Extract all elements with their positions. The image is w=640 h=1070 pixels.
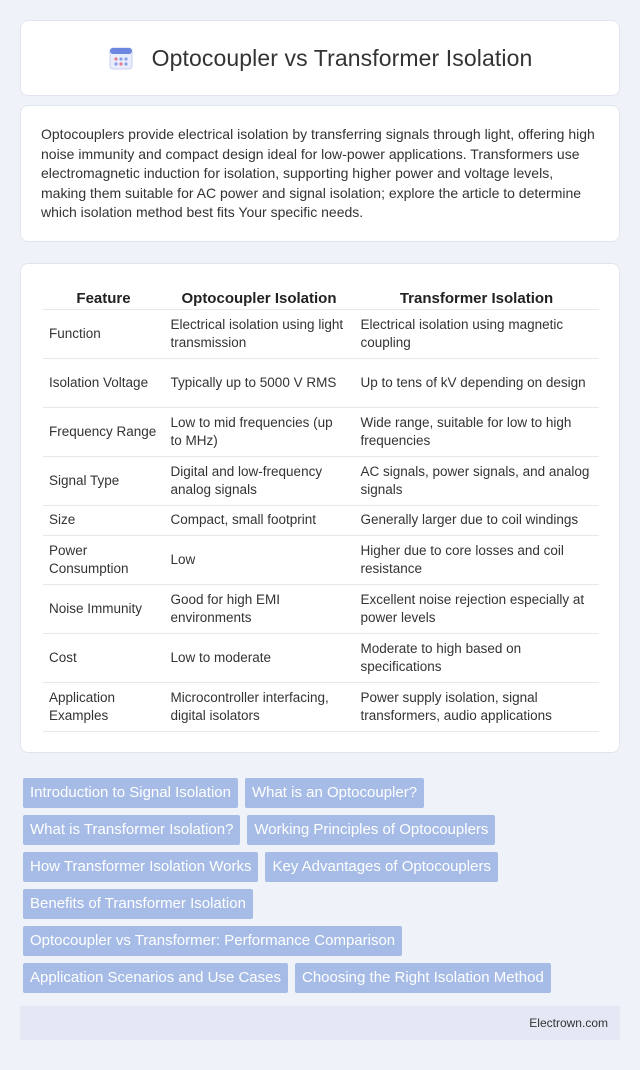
tag-row <box>23 926 617 956</box>
tag-benefits-transformer-isolation[interactable]: Benefits of Transformer Isolation <box>23 889 253 919</box>
footer-brand: Electrown.com <box>529 1016 608 1030</box>
tag-row <box>23 889 617 919</box>
tag-row <box>23 778 617 808</box>
table-row <box>43 358 599 407</box>
table-header-row <box>43 284 599 309</box>
table-cell-optocoupler: Digital and low-frequency analog signals <box>164 456 354 505</box>
tag-working-principles-optocouplers[interactable]: Working Principles of Optocouplers <box>247 815 495 845</box>
table-cell-feature: Frequency Range <box>43 407 164 456</box>
column-header-transformer: Transformer Isolation <box>354 284 599 309</box>
table-cell-feature: Isolation Voltage <box>43 358 164 407</box>
table-cell-optocoupler: Electrical isolation using light transmission <box>164 309 354 358</box>
table-cell-feature: Size <box>43 505 164 535</box>
table-row <box>43 456 599 505</box>
table-cell-transformer: Excellent noise rejection especially at power levels <box>354 584 599 633</box>
table-row <box>43 584 599 633</box>
intro-paragraph: Optocouplers provide electrical isolation by transferring signals through light, offering high noise immunity and compact design ideal for low-power applications. Transformers use electromagnetic induction for isolation, supporting higher power and voltage levels, making them suitable for AC power and signal isolation; explore the article to determine which isolation method best fits Your specific needs. <box>41 126 595 220</box>
intro-card <box>20 105 620 242</box>
comparison-table <box>43 284 599 732</box>
table-cell-transformer: Generally larger due to coil windings <box>354 505 599 535</box>
column-header-feature: Feature <box>43 284 164 309</box>
table-cell-optocoupler: Low to mid frequencies (up to MHz) <box>164 407 354 456</box>
table-cell-optocoupler: Microcontroller interfacing, digital isolators <box>164 682 354 731</box>
table-cell-transformer: Up to tens of kV depending on design <box>354 358 599 407</box>
footer <box>20 1006 620 1040</box>
table-cell-optocoupler: Typically up to 5000 V RMS <box>164 358 354 407</box>
tag-performance-comparison[interactable]: Optocoupler vs Transformer: Performance Comparison <box>23 926 402 956</box>
table-cell-transformer: Electrical isolation using magnetic coupling <box>354 309 599 358</box>
tag-application-scenarios[interactable]: Application Scenarios and Use Cases <box>23 963 288 993</box>
tag-row <box>23 963 617 993</box>
tag-choosing-isolation-method[interactable]: Choosing the Right Isolation Method <box>295 963 551 993</box>
table-cell-feature: Cost <box>43 633 164 682</box>
grid-calendar-icon <box>108 45 134 71</box>
tag-row <box>23 852 617 882</box>
table-cell-optocoupler: Compact, small footprint <box>164 505 354 535</box>
table-cell-transformer: Power supply isolation, signal transformers, audio applications <box>354 682 599 731</box>
table-cell-optocoupler: Good for high EMI environments <box>164 584 354 633</box>
topic-tag-list <box>23 778 617 1000</box>
tag-row <box>23 815 617 845</box>
tag-introduction-signal-isolation[interactable]: Introduction to Signal Isolation <box>23 778 238 808</box>
tag-key-advantages-optocouplers[interactable]: Key Advantages of Optocouplers <box>265 852 497 882</box>
table-cell-feature: Noise Immunity <box>43 584 164 633</box>
table-cell-transformer: Moderate to high based on specifications <box>354 633 599 682</box>
column-header-optocoupler: Optocoupler Isolation <box>164 284 354 309</box>
table-row <box>43 535 599 584</box>
table-cell-transformer: Wide range, suitable for low to high frequencies <box>354 407 599 456</box>
table-cell-feature: Power Consumption <box>43 535 164 584</box>
table-row <box>43 309 599 358</box>
table-cell-optocoupler: Low to moderate <box>164 633 354 682</box>
table-cell-feature: Application Examples <box>43 682 164 731</box>
header-card <box>20 20 620 96</box>
table-cell-optocoupler: Low <box>164 535 354 584</box>
table-row <box>43 682 599 731</box>
table-cell-feature: Function <box>43 309 164 358</box>
comparison-table-card <box>20 263 620 753</box>
tag-how-transformer-isolation-works[interactable]: How Transformer Isolation Works <box>23 852 258 882</box>
table-row <box>43 633 599 682</box>
table-cell-transformer: AC signals, power signals, and analog signals <box>354 456 599 505</box>
table-cell-feature: Signal Type <box>43 456 164 505</box>
table-row <box>43 505 599 535</box>
page-title: Optocoupler vs Transformer Isolation <box>151 44 533 71</box>
tag-what-is-optocoupler[interactable]: What is an Optocoupler? <box>245 778 424 808</box>
table-row <box>43 407 599 456</box>
table-cell-transformer: Higher due to core losses and coil resistance <box>354 535 599 584</box>
tag-what-is-transformer-isolation[interactable]: What is Transformer Isolation? <box>23 815 240 845</box>
title-wrap <box>108 45 533 72</box>
